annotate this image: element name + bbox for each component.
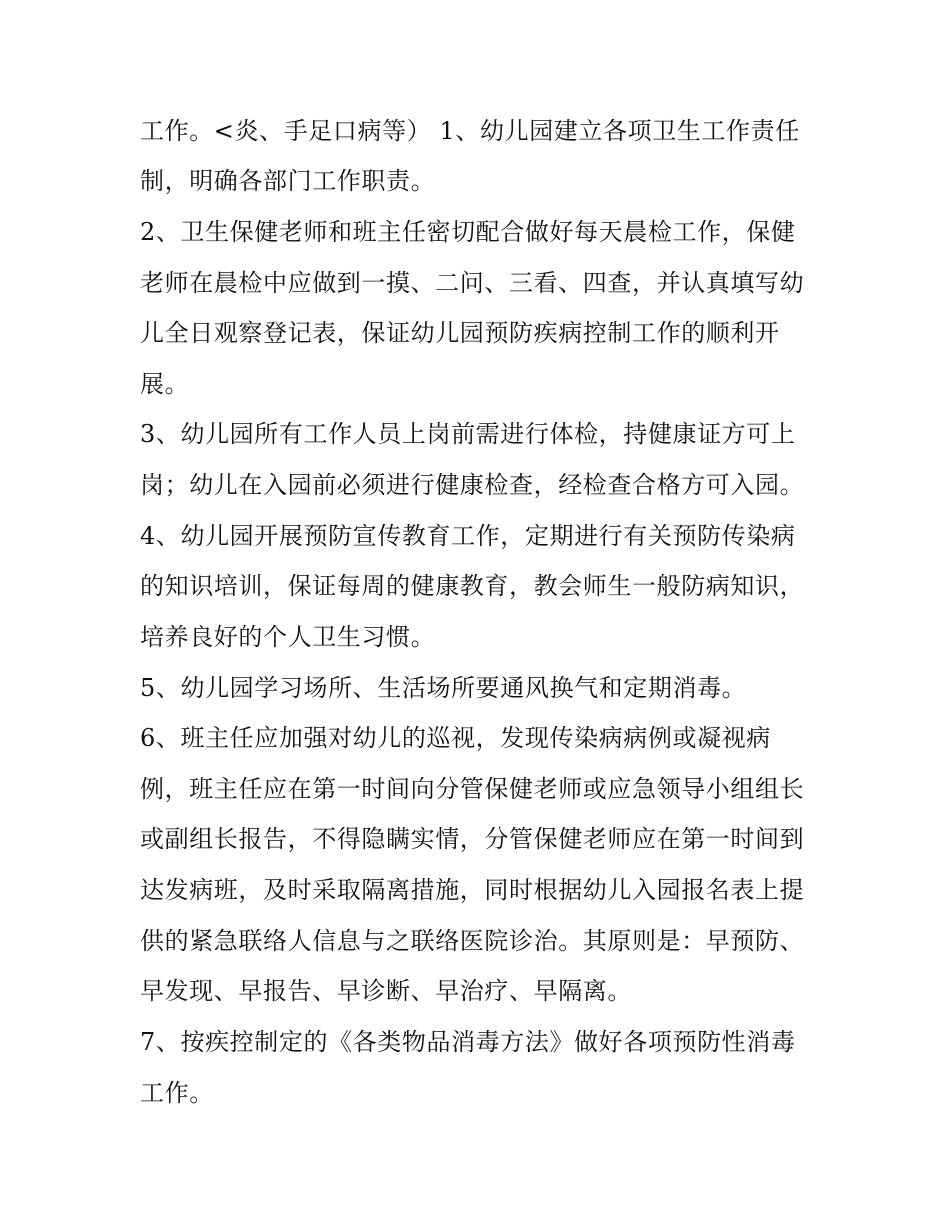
text-line: 5、幼儿园学习场所、生活场所要通风换气和定期消毒。 <box>140 674 747 702</box>
text-line: 4、幼儿园开展预防宣传教育工作，定期进行有关预防传染病 <box>140 522 796 550</box>
text-line: 2、卫生保健老师和班主任密切配合做好每天晨检工作，保健 <box>140 218 796 246</box>
text-line: 的知识培训，保证每周的健康教育，教会师生一般防病知识， <box>140 572 805 600</box>
text-line: 6、班主任应加强对幼儿的巡视，发现传染病病例或凝视病 <box>140 724 771 752</box>
text-line: 达发病班，及时采取隔离措施，同时根据幼儿入园报名表上提 <box>140 876 805 904</box>
text-line: 早发现、早报告、早诊断、早治疗、早隔离。 <box>140 977 632 1005</box>
text-line: 展。 <box>140 370 190 398</box>
text-line: 老师在晨检中应做到一摸、二问、三看、四查，并认真填写幼 <box>140 269 805 297</box>
text-line: 岗；幼儿在入园前必须进行健康检查，经检查合格方可入园。 <box>140 471 805 499</box>
text-line: 培养良好的个人卫生习惯。 <box>140 623 436 651</box>
text-line: 例，班主任应在第一时间向分管保健老师或应急领导小组组长 <box>140 775 805 803</box>
text-line: 工作。<炎、手足口病等） 1、幼儿园建立各项卫生工作责任 <box>140 117 800 145</box>
text-line: 供的紧急联络人信息与之联络医院诊治。其原则是：早预防、 <box>140 927 805 955</box>
text-line: 3、幼儿园所有工作人员上岗前需进行体检，持健康证方可上 <box>140 420 796 448</box>
text-line: 或副组长报告，不得隐瞒实情，分管保健老师应在第一时间到 <box>140 825 805 853</box>
text-line: 制，明确各部门工作职责。 <box>140 167 436 195</box>
text-line: 7、按疾控制定的《各类物品消毒方法》做好各项预防性消毒 <box>140 1028 796 1056</box>
text-line: 儿全日观察登记表，保证幼儿园预防疾病控制工作的顺利开 <box>140 319 780 347</box>
text-line: 工作。 <box>140 1079 214 1107</box>
